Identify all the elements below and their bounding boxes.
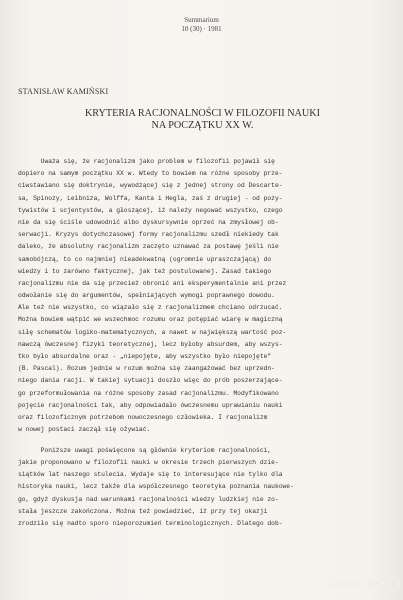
text-line: nie da się ściśle udowodnić albo dyskursywnie oprzeć na zmysłowej ob- (18, 218, 279, 226)
title-line: NA POCZĄTKU XX W. (151, 120, 254, 131)
text-line: oraz filozoficznym potrzebom nowoczesnego człowieka. I racjonalizm (18, 413, 268, 421)
journal-name: Summarium (184, 16, 219, 24)
text-line: wiedzy i to zarówno faktycznej, jak też postulowanej. Zasad takiego (18, 267, 272, 275)
text-line: niego dania racji. W takiej sytuacji doszło więc do prób poszerzające- (18, 377, 283, 385)
text-line: siłę schematów logiko-matematycznych, a nawet w największą wartość poz- (18, 328, 287, 336)
article-body (18, 156, 385, 530)
text-line: tko było absurdalne oraz - „niepojęte, aby wszystko było niepojęte” (18, 353, 272, 360)
text-line: dopiero na samym początku XX w. Wtedy to bowiem na różne sposoby prze- (18, 170, 283, 178)
text-line: siątków lat naszego stulecia. Wydaje się to interesujące nie tylko dla (18, 471, 283, 479)
text-line: daleko, że absolutny racjonalizm zaczęto uznawać za postawę jeśli nie (18, 243, 279, 251)
text-line: samobójczą, to co najmniej nieadekwatną (ogromnie upraszczającą) do (18, 255, 272, 263)
title-line: KRYTERIA RACJONALNOŚCI W FILOZOFII NAUKI (84, 108, 321, 119)
text-line: ciwstawiano się doktrynie, wywodzącej się z jednej strony od Descarte- (18, 182, 283, 190)
text-line: Poniższe uwagi poświęcone są głównie kryteriom racjonalności, (18, 446, 272, 454)
text-line: racjonalizmu nie da się przecież obronić ani eksperymentalnie ani przez (18, 279, 287, 287)
text-line: serwacji. Kryzys dotychczasowej formy racjonalizmu szedł niekiedy tak (18, 231, 279, 239)
journal-issue: 10 (30) · 1981 (181, 25, 222, 33)
text-line: stała jeszcze zakończona. Można też powiedzieć, iż przy tej okazji (18, 507, 268, 515)
text-line: Można bowiem wątpić we wszechmoc rozumu oraz potępiać wiarę w magiczną (18, 316, 283, 324)
text-line: sa, Spinozy, Leibniza, Wolffa, Kanta i Hegla, zaś z drugiej - od pozy- (18, 194, 283, 202)
article-title (30, 108, 375, 132)
source-watermark: Pobrano z czytelni.pl (330, 581, 401, 588)
paragraph-1 (18, 156, 385, 436)
text-line: pojęcie racjonalności tak, aby odpowiadało ówczesnemu uprawianiu nauki (18, 401, 283, 409)
text-line: go, gdyż dyskusja nad warunkami racjonalności wiedzy ludzkiej nie zo- (18, 495, 279, 503)
text-line: zrodziło się nadto sporo nieporozumień terminologicznych. Dlatego dob- (18, 519, 283, 527)
author-name: STANISŁAW KAMIŃSKI (18, 87, 109, 96)
text-line: jakie proponowano w filozofii nauki w okresie trzech pierwszych dzie- (18, 459, 279, 466)
paragraph-gap (18, 436, 385, 445)
journal-header (0, 16, 403, 34)
text-line: Ale też nie wszystko, co wiązało się z racjonalizmem chciano odrzucać. (18, 304, 283, 312)
paragraph-2 (18, 445, 385, 530)
text-line: Uważa się, że racjonalizm jako problem w filozofii pojawił się (18, 158, 275, 165)
text-line: (B. Pascal). Rozum jednie w rozum można się zaangażować bez uprzedn- (18, 365, 275, 373)
text-line: historyka nauki, lecz także dla współczesnego teoretyka poznania naukowe- (18, 483, 294, 491)
text-line: nawczą ówczesnej fizyki teoretycznej, lecz byłoby absurdem, aby wszys- (18, 340, 283, 348)
text-line: odwołanie się do argumentów, spełniających wymogi poprawnego dowodu. (18, 292, 275, 300)
text-line: go przeformułowania na różne sposoby zasad racjonalizmu. Modyfikowano (18, 389, 279, 397)
text-line: w nowej postaci zaczął się ożywiać. (18, 426, 151, 434)
text-line: tywistów i scjentystów, a głoszącej, iż należy negować wszystko, czego (18, 206, 283, 214)
